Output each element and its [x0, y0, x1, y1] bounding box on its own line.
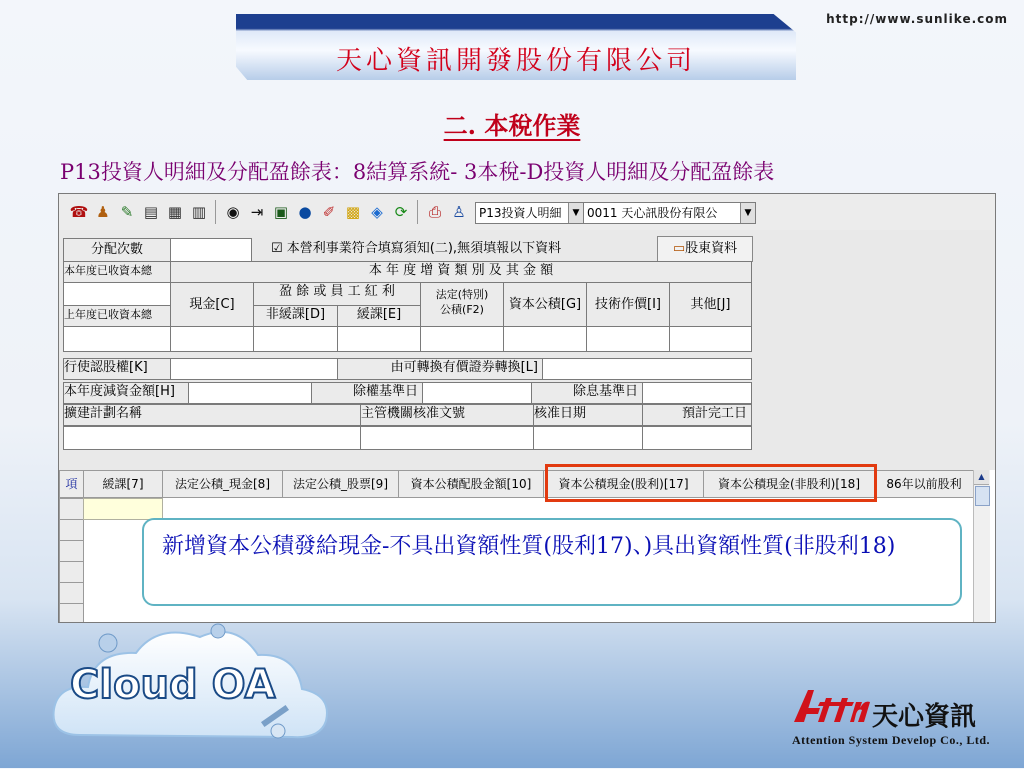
shareholder-icon: ▭ — [672, 241, 686, 256]
brand-name-cn: 天心資訊 — [872, 702, 977, 732]
ex-rights-input[interactable] — [422, 382, 532, 404]
dist-count-input[interactable] — [170, 238, 252, 262]
calculator-icon[interactable]: ▥ — [191, 203, 207, 221]
dist-count-label: 分配次數 — [63, 238, 171, 262]
company-select[interactable]: 0011 天心訊股份有限公 ▼ — [583, 202, 756, 224]
no-report-checkbox[interactable]: ☑ 本營利事業符合填寫須知(二),無須填報以下資料 — [271, 241, 562, 256]
approval-no-input[interactable] — [360, 426, 534, 450]
scroll-thumb[interactable] — [975, 486, 990, 506]
print-small-icon[interactable]: ⎙ — [428, 203, 441, 221]
completion-date-label: 預計完工日 — [642, 404, 752, 426]
scroll-up-icon[interactable]: ▲ — [974, 470, 989, 485]
other-input[interactable] — [669, 326, 752, 352]
picture-icon[interactable]: ▩ — [345, 203, 361, 221]
deferred-input[interactable] — [337, 326, 421, 352]
grid-header-pre86-dividend[interactable]: 86年以前股利 — [874, 470, 974, 498]
globe-icon[interactable]: ● — [298, 203, 312, 221]
reduction-label: 本年度減資金額[H] — [63, 382, 189, 404]
grid-scrollbar[interactable] — [973, 470, 990, 622]
warrants-input[interactable] — [170, 358, 338, 380]
prev-capital-input-2[interactable] — [63, 326, 171, 352]
grid-header-deferred[interactable]: 緩課[7] — [83, 470, 163, 498]
annotation-callout: 新增資本公積發給現金-不具出資額性質(股利17)、)具出資額性質(非股利18) — [142, 518, 962, 606]
print-setup-icon[interactable]: ♟ — [96, 203, 110, 221]
technology-input[interactable] — [586, 326, 670, 352]
approval-no-label: 主管機關核准文號 — [360, 404, 534, 426]
capital-increase-header: 本 年 度 增 資 類 別 及 其 金 額 — [170, 261, 752, 283]
view-icon[interactable]: ◉ — [226, 203, 240, 221]
preview-icon[interactable]: ▦ — [167, 203, 183, 221]
legal-reserve-label: 法定(特別) 公積(F2) — [420, 282, 504, 327]
person-icon[interactable]: ♙ — [452, 203, 466, 221]
transfer-icon[interactable]: ⇥ — [250, 203, 264, 221]
attn-logo-icon — [790, 686, 870, 726]
entry-form — [59, 230, 995, 458]
prev-capital-label-2: 上年度已收資本總 — [63, 305, 171, 327]
shareholder-data-button[interactable]: ▭股東資料 — [657, 236, 753, 262]
edit-icon[interactable]: ✐ — [322, 203, 336, 221]
legal-reserve-input[interactable] — [420, 326, 504, 352]
prev-capital-input[interactable] — [63, 282, 171, 306]
nontaxable-input[interactable] — [253, 326, 338, 352]
nontaxable-label: 非緩課[D] — [253, 305, 338, 327]
completion-date-input[interactable] — [642, 426, 752, 450]
expansion-plan-input[interactable] — [63, 426, 361, 450]
ex-rights-label: 除權基準日 — [311, 382, 423, 404]
grid-row-handle[interactable] — [59, 519, 84, 541]
website-url[interactable]: http://www.sunlike.com — [826, 12, 1008, 26]
other-label: 其他[J] — [669, 282, 752, 327]
monitor-icon[interactable]: ▣ — [273, 203, 289, 221]
grid-row-handle[interactable] — [59, 582, 84, 604]
reduction-input[interactable] — [188, 382, 312, 404]
attn-logo-mark — [790, 686, 870, 735]
section-title: 二. 本稅作業 — [443, 111, 581, 140]
highlight-box — [545, 464, 877, 502]
toolbar — [59, 194, 995, 231]
company-title: 天心資訊開發股份有限公司 — [335, 46, 696, 76]
report-select[interactable]: P13投資人明細 ▼ — [475, 202, 584, 224]
capital-reserve-input[interactable] — [503, 326, 587, 352]
brand-name-en: Attention System Develop Co., Ltd. — [792, 733, 990, 747]
expansion-plan-label: 擴建計劃名稱 — [63, 404, 361, 426]
earnings-header: 盈 餘 或 員 工 紅 利 — [253, 282, 421, 306]
grid-header-item[interactable]: 項 — [59, 470, 84, 498]
grid-header-legal-cash[interactable]: 法定公積_現金[8] — [162, 470, 283, 498]
technology-label: 技術作價[I] — [586, 282, 670, 327]
ex-dividend-label: 除息基準日 — [531, 382, 643, 404]
prev-capital-label: 本年度已收資本總 — [63, 261, 171, 283]
grid-cell-active[interactable] — [83, 498, 163, 520]
print-icon[interactable]: ☎ — [69, 203, 89, 221]
settings-icon[interactable]: ◈ — [371, 203, 383, 221]
convertible-input[interactable] — [542, 358, 752, 380]
approval-date-input[interactable] — [533, 426, 643, 450]
ex-dividend-input[interactable] — [642, 382, 752, 404]
grid-header-capital-cash-dividend[interactable]: 資本公積現金(股利)[17] — [543, 470, 704, 498]
grid-header-capital-cash-nondividend[interactable]: 資本公積現金(非股利)[18] — [703, 470, 875, 498]
approval-date-label: 核准日期 — [533, 404, 643, 426]
cloud-oa-text: Cloud OA — [70, 662, 276, 708]
page-subtitle: P13投資人明細及分配盈餘表：8結算系統- 3本稅-D投資人明細及分配盈餘表 — [60, 160, 775, 184]
warrants-label: 行使認股權[K] — [63, 358, 171, 380]
save-icon[interactable]: ▤ — [143, 203, 159, 221]
grid-row-handle[interactable] — [59, 540, 84, 562]
grid-row-handle[interactable] — [59, 498, 84, 520]
grid-row-handle[interactable] — [59, 561, 84, 583]
deferred-label: 緩課[E] — [337, 305, 421, 327]
refresh-icon[interactable]: ⟳ — [394, 203, 408, 221]
export-icon[interactable]: ✎ — [120, 203, 134, 221]
grid-header-capital-stock[interactable]: 資本公積配股金額[10] — [398, 470, 544, 498]
grid-header-legal-stock[interactable]: 法定公積_股票[9] — [282, 470, 399, 498]
cash-input[interactable] — [170, 326, 254, 352]
capital-reserve-label: 資本公積[G] — [503, 282, 587, 327]
cash-label: 現金[C] — [170, 282, 254, 327]
convertible-label: 由可轉換有價證券轉換[L] — [337, 358, 543, 380]
